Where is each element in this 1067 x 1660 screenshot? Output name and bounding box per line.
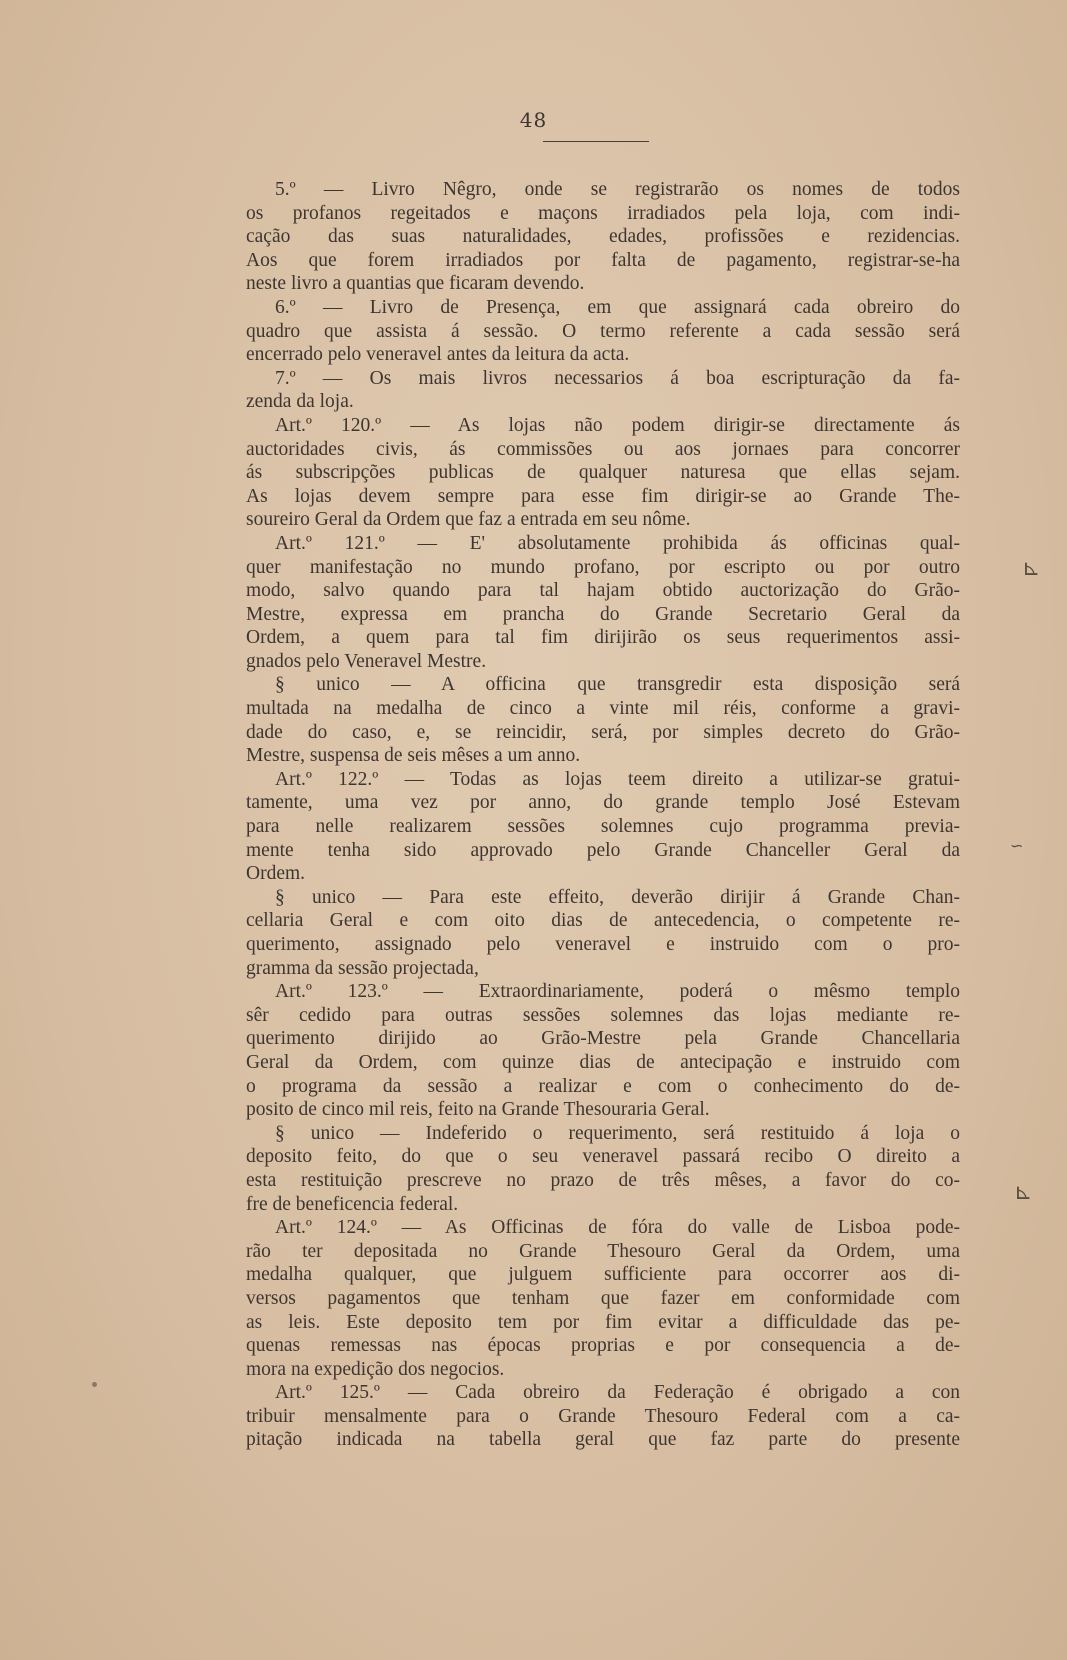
margin-mark-icon: ∽ [1010,836,1024,855]
header-rule [543,141,649,142]
text-line: querimento dirijido ao Grão-Mestre pela Grande Chancellaria [246,1028,960,1050]
text-line: gnados pelo Veneravel Mestre. [246,650,487,672]
text-line: Ordem. [246,863,306,885]
text-line: Art.º 124.º — As Officinas de fóra do valle de Lisboa pode- [275,1217,960,1239]
text-line: zenda da loja. [246,391,354,413]
text-line: 5.º — Livro Nêgro, onde se registrarão os nomes de todos [275,179,960,200]
text-line: Art.º 120.º — As lojas não podem dirigir-se directamente ás [275,414,960,436]
text-line: § unico — Para este effeito, deverão dirijir á Grande Chan- [275,886,960,908]
text-line: soureiro Geral da Ordem que faz a entrada em seu nôme. [246,509,691,531]
text-line: Mestre, expressa em prancha do Grande Secretario Geral da [246,603,960,625]
text-line: posito de cinco mil reis, feito na Grande Thesouraria Geral. [246,1099,710,1121]
text-line: 7.º — Os mais livros necessarios á boa escripturação da fa- [275,367,960,389]
text-line: tribuir mensalmente para o Grande Thesouro Federal com a ca- [246,1405,960,1427]
text-line: multada na medalha de cinco a vinte mil réis, conforme a gravi- [246,698,960,720]
text-line: as leis. Este deposito tem por fim evitar a difficuldade das pe- [246,1311,960,1333]
page-number: 48 [519,108,548,132]
text-line: mente tenha sido approvado pelo Grande Chanceller Geral da [246,839,960,861]
text-line: cellaria Geral e com oito dias de antecedencia, o competente re- [246,910,960,932]
text-line: cação das suas naturalidades, edades, profissões e rezidencias. [246,226,960,248]
margin-mark-icon: ⊾ [1014,1180,1033,1205]
text-line: gramma da sessão projectada, [246,957,479,979]
text-line: Art.º 121.º — E' absolutamente prohibida ás officinas qual- [275,532,960,554]
text-line: Art.º 122.º — Todas as lojas teem direito a utilizar-se gratui- [275,768,960,790]
text-line: As lojas devem sempre para esse fim dirigir-se ao Grande The- [246,485,960,507]
text-line: Art.º 125.º — Cada obreiro da Federação é obrigado a con [275,1382,960,1404]
text-line: Mestre, suspensa de seis mêses a um anno. [246,745,581,767]
text-line: querimento, assignado pelo veneravel e instruido com o pro- [246,934,960,955]
text-line: Art.º 123.º — Extraordinariamente, poderá o mêsmo templo [275,981,960,1003]
text-line: tamente, uma vez por anno, do grande templo José Estevam [246,792,960,814]
text-line: rão ter depositada no Grande Thesouro Geral da Ordem, uma [246,1240,960,1262]
text-line: fre de beneficencia federal. [246,1193,459,1215]
text-line: o programa da sessão a realizar e com o conhecimento do de- [246,1075,960,1097]
text-line: Geral da Ordem, com quinze dias de antecipação e instruido com [246,1051,960,1073]
text-line: esta restituição prescreve no prazo de três mêses, a favor do co- [246,1169,960,1191]
text-line: quenas remessas nas épocas proprias e por consequencia a de- [246,1335,960,1357]
text-line: versos pagamentos que tenham que fazer em conformidade com [246,1287,960,1309]
text-line: quer manifestação no mundo profano, por escripto ou por outro [246,556,960,578]
text-line: para nelle realizarem sessões solemnes cujo programma previa- [246,816,960,838]
text-line: encerrado pelo veneravel antes da leitura da acta. [246,344,630,366]
text-line: 6.º — Livro de Presença, em que assignará cada obreiro do [275,296,960,318]
text-line: modo, salvo quando para tal hajam obtido auctorização do Grão- [246,580,960,602]
text-line: Aos que forem irradiados por falta de pagamento, registrar-se-ha [246,249,960,271]
text-line: § unico — A officina que transgredir esta disposição será [275,674,960,696]
text-line: sêr cedido para outras sessões solemnes das lojas mediante re- [246,1004,960,1026]
text-line: Ordem, a quem para tal fim dirijirão os seus requerimentos assi- [246,627,960,649]
margin-mark-icon: ⊾ [1022,556,1041,581]
text-line: § unico — Indeferido o requerimento, será restituido á loja o [275,1122,960,1144]
text-line: quadro que assista á sessão. O termo referente a cada sessão será [246,320,960,342]
body-text [246,178,960,1452]
text-line: neste livro a quantias que ficaram devendo. [246,273,585,295]
paper-speck [92,1382,97,1387]
text-line: mora na expedição dos negocios. [246,1358,505,1380]
text-line: ás subscripções publicas de qualquer naturesa que ellas sejam. [246,462,960,484]
text-line: medalha qualquer, que julguem sufficiente para occorrer aos di- [246,1264,960,1286]
text-line: dade do caso, e, se reincidir, será, por simples decreto do Grão- [246,721,960,743]
text-line: deposito feito, do que o seu veneravel passará recibo O direito a [246,1146,960,1168]
text-line: auctoridades civis, ás commissões ou aos jornaes para concorrer [246,438,960,460]
text-line: os profanos regeitados e maçons irradiados pela loja, com indi- [246,202,960,224]
text-line: pitação indicada na tabella geral que faz parte do presente [246,1429,960,1451]
